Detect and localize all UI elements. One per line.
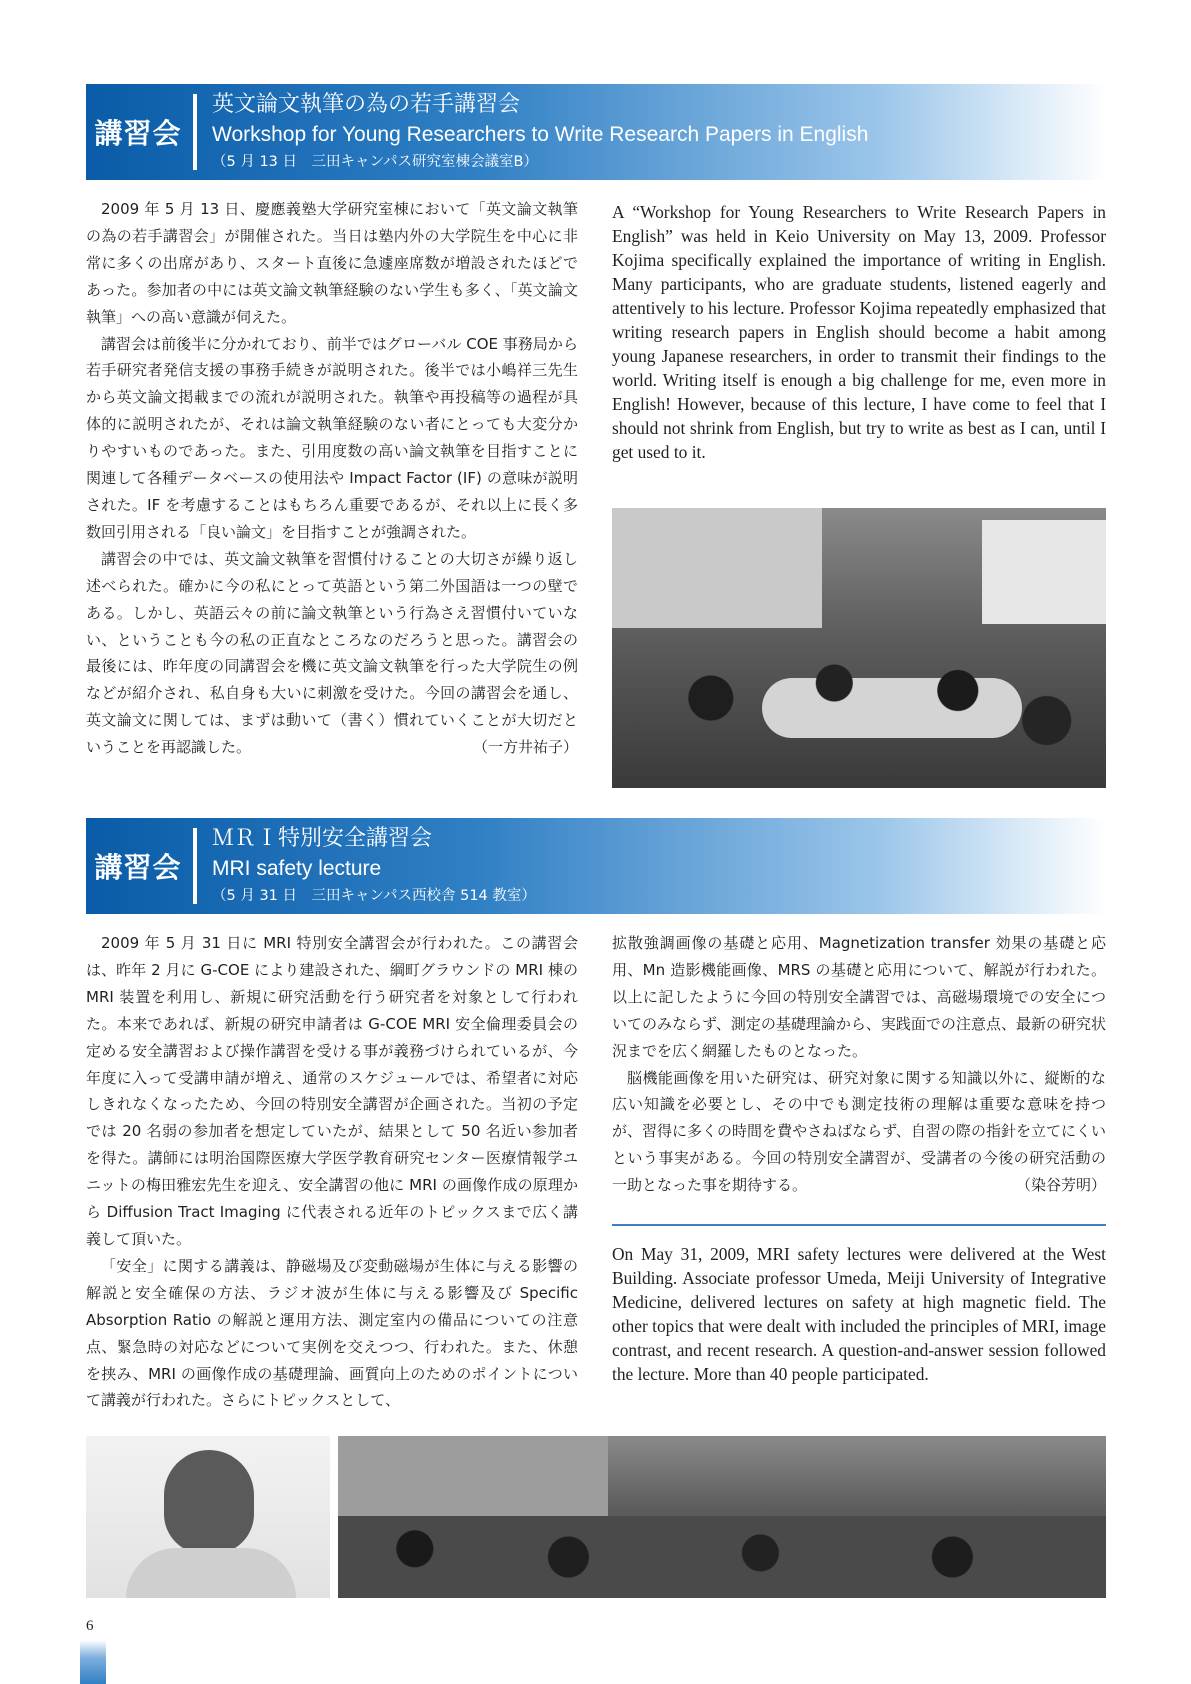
section2-divider [193, 828, 197, 904]
lecturer-portrait-photo [86, 1436, 330, 1598]
section1-jp-paragraph: 2009 年 5 月 13 日、慶應義塾大学研究室棟において「英文論文執筆の為の若手講習会」が開催された。当日は塾内外の大学院生を中心に非常に多くの出席があり、スタート直後に急遽座席数が増設されたほどであった。参加者の中には英文論文執筆経験のない学生も多く、「英文論文執筆」への高い意識が伺えた。 [86, 200, 578, 326]
workshop-classroom-photo [612, 508, 1106, 788]
section2-jp-paragraph: 拡散強調画像の基礎と応用、Magnetization transfer 効果の基礎と応用、Mn 造影機能画像、MRS の基礎と応用について、解説が行われた。以上に記したように今回の特別安全講習では、高磁場環境での安全についてのみならず、測定の基礎理論から、実践面での注意点、最新の研究状況までを広く網羅したものとなった。 [612, 934, 1106, 1060]
photo-screen-board [338, 1436, 608, 1516]
section1-en-paragraph: A “Workshop for Young Researchers to Write Research Papers in English” was held in Keio University on May 13, 2009. Professor Kojima specifically explained the importance of writing in English. Many participants, who are graduate students, listened eagerly and attentively to his lecture. Professor Kojima repeatedly emphasized that writing research papers in English should become a habit among young Japanese researchers, in order to transmit their findings to the world. Writing itself is enough a big challenge for me, even more in English! However, because of this lecture, I have come to feel that I should not shrink from English, but try to write as best as I can, until I get used to it. [612, 202, 1106, 462]
section2-en-article [612, 1242, 1106, 1386]
photo-audience [612, 638, 1106, 788]
page-number: 6 [86, 1618, 94, 1634]
section2-jp-author: （染谷芳明） [1015, 1176, 1106, 1195]
section1-divider [193, 94, 197, 170]
page-tab-decoration [80, 1640, 106, 1684]
section2-jp-paragraph [612, 1065, 1106, 1200]
photo-window [612, 508, 822, 628]
photo-lecturer-head [164, 1450, 254, 1554]
section2-jp-paragraph: 2009 年 5 月 31 日に MRI 特別安全講習会が行われた。この講習会は、昨年 2 月に G-COE により建設された、綱町グラウンドの MRI 棟の MRI 装置を利用し、新規に研究活動を行う研究者を対象として行われた。本来であれば、新規の研究申請者は G-COE MRI 安全倫理委員会の定める安全講習および操作講習を受ける事が義務づけられているが、今年度に入って受講申請が増え、通常のスケジュールでは、希望者に対応しきれなくなったため、今回の特別安全講習が企画された。当初の予定では 20 名弱の参加者を想定していたが、結果として 50 名近い参加者を得た。講師には明治国際医療大学医学教育研究センター医療情報学ユニットの梅田雅宏先生を迎え、安全講習の他に MRI の画像作成の原理から Diffusion Tract Imaging に代表される近年のトピックスまで広く講義して頂いた。 [86, 934, 578, 1248]
section2-heading [212, 824, 536, 908]
section2-jp-paragraph-text: 脳機能画像を用いた研究は、研究対象に関する知識以外に、縦断的な広い知識を必要とし、その中でも測定技術の理解は重要な意味を持つが、習得に多くの時間を費やさねばならず、自習の際の指針を立てにくいという事実がある。今回の特別安全講習が、受講者の今後の研究活動の一助となった事を期待する。 [612, 1068, 1106, 1195]
section1-banner [86, 84, 1106, 180]
section1-jp-paragraph-text: 講習会の中では、英文論文執筆を習慣付けることの大切さが繰り返し述べられた。確かに今の私にとって英語という第二外国語は一つの壁である。しかし、英語云々の前に論文執筆という行為さえ習慣付いていない、ということも今の私の正直なところなのだろうと思った。講習会の最後には、昨年度の同講習会を機に英文論文執筆を行った大学院生の例などが紹介され、私自身も大いに刺激を受けた。今回の講習会を通し、英文論文に関しては、まずは動いて（書く）慣れていくことが大切だということを再認識した。 [86, 549, 578, 757]
section1-subtitle: （5 月 13 日 三田キャンパス研究室棟会議室B） [212, 154, 538, 170]
section2-title-jp: ＭＲＩ特別安全講習会 [212, 826, 433, 851]
section2-subtitle: （5 月 31 日 三田キャンパス西校舎 514 教室） [212, 888, 536, 904]
section1-jp-author: （一方井祐子） [472, 738, 578, 757]
lecture-hall-photo [338, 1436, 1106, 1598]
section2-label: 講習会 [94, 851, 182, 884]
section2-banner [86, 818, 1106, 914]
section2-en-paragraph: On May 31, 2009, MRI safety lectures were delivered at the West Building. Associate professor Umeda, Meiji University of Integrative Medicine, delivered lectures on safety at high magnetic field. The other topics that were dealt with included the principles of MRI, image contrast, and recent research. A question-and-answer session followed the lecture. More than 40 people participated. [612, 1244, 1106, 1384]
photo-lecturer-body [126, 1548, 296, 1598]
section1-label: 講習会 [94, 117, 182, 150]
section2-title-en: MRI safety lecture [212, 857, 382, 880]
section2-divider-rule [612, 1224, 1106, 1226]
section1-title-en: Workshop for Young Researchers to Write Research Papers in English [212, 123, 869, 146]
section1-heading [212, 90, 868, 174]
section2-jp-article-left [86, 930, 578, 1414]
photo-hall-audience [338, 1516, 1106, 1598]
section1-en-article [612, 200, 1106, 464]
section2-jp-paragraph: 「安全」に関する講義は、静磁場及び変動磁場が生体に与える影響の解説と安全確保の方法、ラジオ波が生体に与える影響及び Specific Absorption Ratio の解説と運用方法、測定室内の備品についての注意点、緊急時の対応などについて実例を交えつつ、行われた。また、休憩を挟み、MRI の画像作成の基礎理論、画質向上のためのポイントについて講義が行われた。さらにトピックスとして、 [86, 1256, 578, 1410]
section2-jp-article-right [612, 930, 1106, 1199]
section1-jp-paragraph [86, 546, 578, 761]
section1-title-jp: 英文論文執筆の為の若手講習会 [212, 92, 521, 117]
section1-jp-article [86, 196, 578, 761]
photo-projection-screen [982, 520, 1106, 624]
section1-jp-paragraph: 講習会は前後半に分かれており、前半ではグローバル COE 事務局から若手研究者発信支援の事務手続きが説明された。後半では小嶋祥三先生から英文論文掲載までの流れが説明された。執筆や再投稿等の過程が具体的に説明されたが、それは論文執筆経験のない者にとっても大変分かりやすいものであった。また、引用度数の高い論文執筆を目指すことに関連して各種データベースの使用法や Impact Factor (IF) の意味が説明された。IF を考慮することはもちろん重要であるが、それ以上に長く多数回引用される「良い論文」を目指すことが強調された。 [86, 334, 578, 541]
